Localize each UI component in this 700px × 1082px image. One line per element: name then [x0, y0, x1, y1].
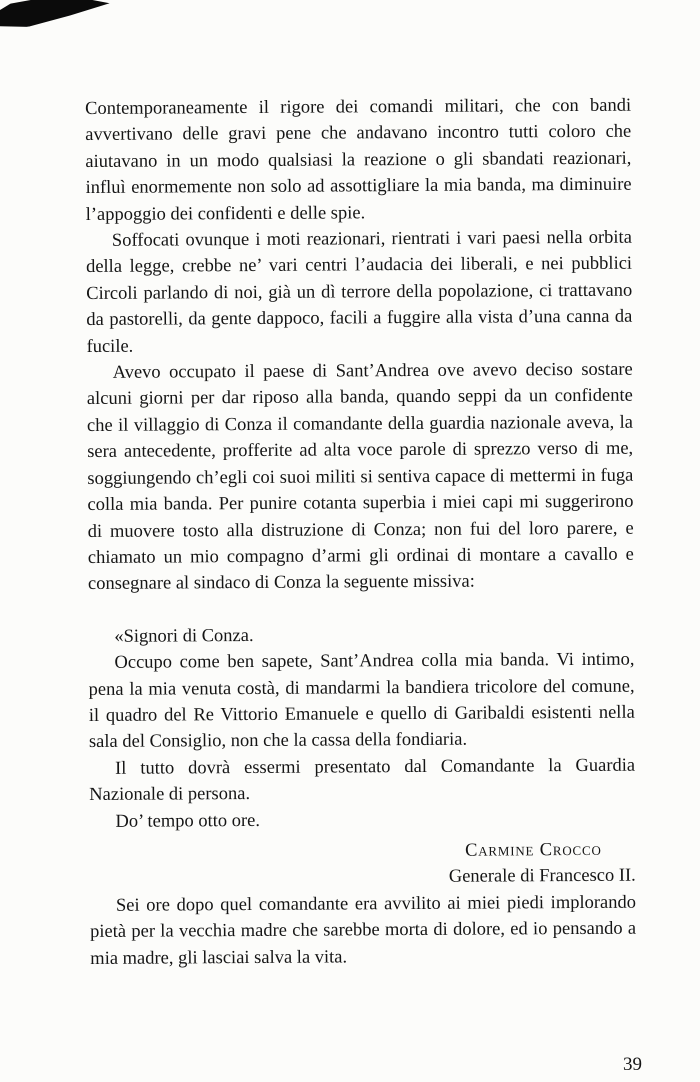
letter-block	[88, 620, 635, 835]
paragraph-2: Soffocati ovunque i moti reazionari, rientrati i vari paesi nella orbita della legge, crebbe ne’ vari centri l’audacia dei liberali, e nei pubblici Circoli parlando di noi, già un dì terrore della popolazione, ci trattavano da pastorelli, da gente dappoco, facili a fuggire alla vista d’una canna da fucile.	[85, 227, 633, 357]
signature-block	[90, 837, 636, 893]
page-number: 39	[623, 1054, 642, 1075]
letter-body: Occupo come ben sapete, Sant’Andrea colla mia banda. Vi intimo, pena la mia venuta costà, di mandarmi la bandiera tricolore del comune, il quadro del Re Vittorio Emanuele e quello di Garibaldi esistenti nella sala del Consiglio, non che la cassa della fondiaria.	[88, 649, 635, 753]
paragraph-3: Avevo occupato il paese di Sant’Andrea ove avevo deciso sostare alcuni giorni per dar riposo alla banda, quando seppi da un confidente che il villaggio di Conza il comandante della guardia nazionale aveva, la sera antecedente, profferite ad alta voce parole di sprezzo verso di me, soggiungendo ch’egli coi suoi militi si sentiva capace di mettermi in fuga colla mia banda. Per punire cotanta superbia i miei capi mi suggerirono di muovere tosto alla distruzione di Conza; non fui del loro parere, e chiamato un mio compagno d’armi gli ordinai di montare a cavallo e consegnare al sindaco di Conza la seguente missiva:	[86, 359, 634, 595]
paragraph-1: Contemporaneamente il rigore dei comandi militari, che con bandi avvertivano delle gravi pene che andavano incontro tutti coloro che aiutavano in un modo qualsiasi la reazione o gli sbandati reazionari, influì enormemente non solo ad assottigliare la mia banda, ma diminuire l’appoggio dei confidenti e delle spie.	[85, 95, 632, 225]
letter-salutation: «Signori di Conza.	[114, 625, 254, 647]
letter-deadline: Do’ tempo otto ore.	[115, 810, 261, 832]
paragraph-4: Sei ore dopo quel comandante era avvilito ai miei piedi implorando pietà per la vecchia madre che sarebbe morta di dolore, ed io pensando a mia madre, gli lasciai salva la vita.	[90, 892, 637, 969]
page-text-block	[85, 93, 636, 972]
letter-demand: Il tutto dovrà essermi presentato dal Comandante la Guardia Nazionale di persona.	[89, 755, 636, 806]
signature-title: Generale di Francesco II.	[448, 866, 636, 888]
signature-name: Carmine Crocco	[464, 839, 602, 861]
scan-smudge-mark	[0, 0, 111, 31]
